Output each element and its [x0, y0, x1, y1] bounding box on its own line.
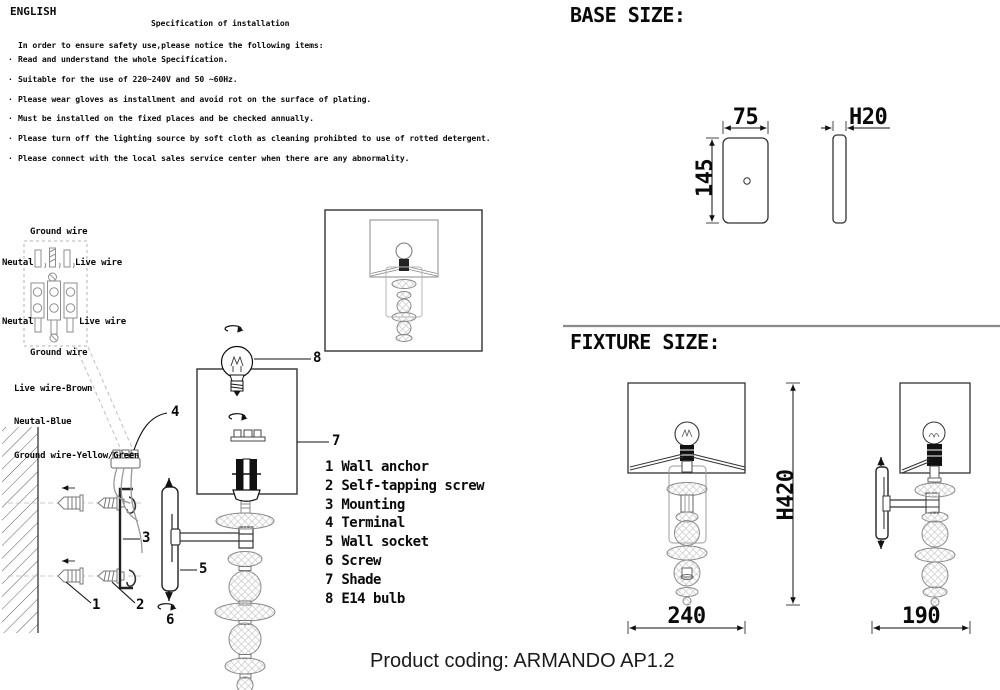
exploded-crystal-stack — [215, 501, 275, 690]
spec-item: · Please turn off the lighting source by soft cloth as cleaning prohibted to use of rotted detergent. — [18, 133, 491, 153]
fixture-front-width-dim: 240 — [667, 604, 706, 629]
product-coding: Product coding: ARMANDO AP1.2 — [370, 650, 675, 672]
wiring-live-top-label: Live wire — [75, 258, 122, 268]
exploded-shade — [197, 369, 297, 501]
base-side-drawing — [821, 121, 890, 223]
spec-intro: In order to ensure safety use,please notice the following items: — [18, 40, 324, 50]
parts-list-row: 1 Wall anchor — [325, 459, 429, 475]
spec-item: · Please wear gloves as installment and avoid rot on the surface of plating. — [18, 94, 491, 114]
screw-rotation-arrow — [158, 604, 176, 611]
callout-2: 2 — [136, 597, 144, 613]
arm-assembly — [171, 527, 253, 548]
shade-ring — [231, 430, 265, 441]
parts-list-row: 7 Shade — [325, 571, 381, 588]
legend-ground: Ground wire-Yellow/Green — [14, 450, 140, 461]
callout-8: 8 — [313, 350, 321, 366]
parts-list-row: 8 E14 bulb — [325, 590, 405, 607]
wiring-neutral-bottom-label: Neutal — [2, 317, 34, 327]
parts-list-row: 4 Terminal — [325, 515, 405, 532]
fixture-side-width-dim: 190 — [901, 604, 941, 629]
fixture-side-drawing — [872, 383, 970, 634]
spec-item-list — [18, 54, 491, 173]
wiring-ground-bottom-label: Ground wire — [30, 348, 88, 358]
legend-neutral: Neutal-Blue — [14, 417, 72, 428]
spec-title: Specification of installation — [151, 18, 290, 28]
spec-item: · Must be installed on the fixed places and be checked annually. — [18, 113, 491, 133]
parts-list — [325, 460, 484, 610]
wiring-live-bottom-label: Live wire — [79, 317, 126, 327]
spec-item: · Please connect with the local sales service center when there are any abnormality. — [18, 153, 491, 173]
callout-1: 1 — [92, 597, 100, 613]
parts-list-row: 6 Screw — [325, 552, 381, 569]
spec-item: · Read and understand the whole Specification. — [18, 54, 491, 74]
legend-live: Live wire-Brown — [14, 384, 93, 394]
spec-item: · Suitable for the use of 220~240V and 50 ~60Hz. — [18, 74, 491, 94]
wiring-neutral-top-label: Neutal — [2, 258, 34, 268]
base-depth-dim: H20 — [849, 105, 888, 130]
callout-7: 7 — [332, 433, 340, 449]
base-size-title: BASE SIZE: — [570, 3, 686, 27]
parts-list-row: 5 Wall socket — [325, 534, 429, 551]
callout-4: 4 — [171, 404, 179, 420]
assembled-view-inset — [325, 210, 482, 351]
fixture-height-dim: H420 — [774, 469, 799, 521]
lamp-socket — [232, 459, 261, 501]
base-height-dim: 145 — [693, 158, 718, 198]
wire-color-legend — [14, 364, 139, 474]
parts-list-row: 2 Self-tapping screw — [325, 477, 485, 494]
callout-3: 3 — [142, 530, 150, 546]
wiring-ground-top-label: Ground wire — [30, 227, 88, 237]
callout-6: 6 — [166, 612, 174, 628]
callout-5: 5 — [199, 561, 207, 577]
parts-list-row: 3 Mounting — [325, 496, 405, 513]
base-width-dim: 75 — [732, 105, 759, 130]
language-label: ENGLISH — [10, 5, 57, 18]
fixture-size-title: FIXTURE SIZE: — [570, 330, 721, 354]
